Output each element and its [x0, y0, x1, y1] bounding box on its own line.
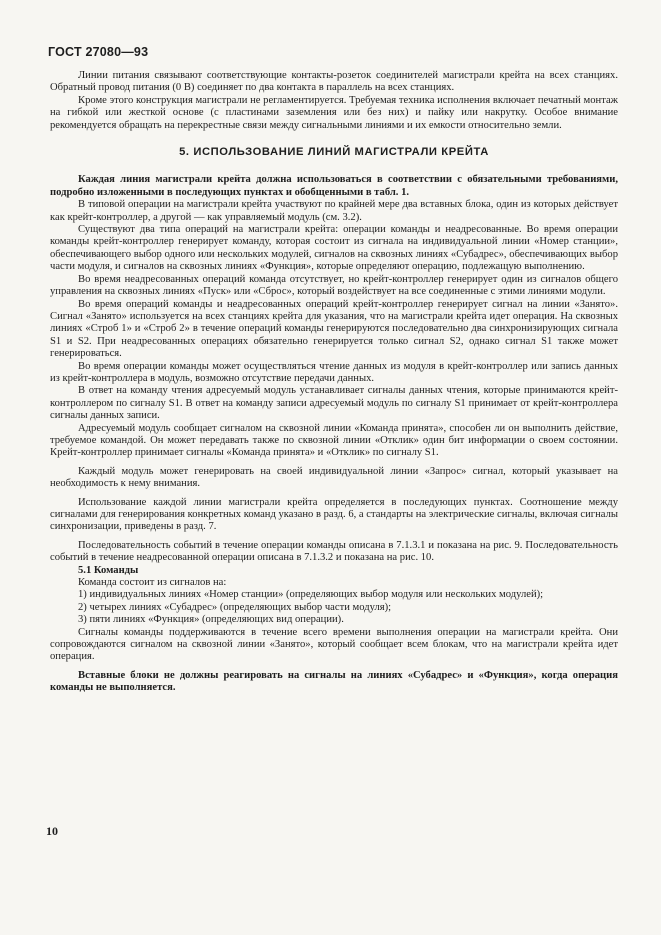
document-header: ГОСТ 27080—93	[48, 45, 149, 59]
subsection-title: 5.1 Команды	[78, 564, 139, 576]
list-item: 3) пяти линиях «Функция» (определяющих вид операции).	[78, 614, 344, 626]
list-item: 2) четырех линиях «Субадрес» (определяющих выбор части модуля);	[78, 601, 392, 613]
page-number: 10	[46, 824, 58, 838]
bold-intro-paragraph: Каждая линия магистрали крейта должна использоваться в соответствии с обязательными требованиями, подробно изложенными в последующих пунктах и обобщенными в табл. 1.	[50, 174, 618, 198]
paragraph: Команда состоит из сигналов на:	[78, 577, 227, 589]
paragraph: Линии питания связывают соответствующие контакты-розеток соединителей магистрали крейта на всех станциях. Обратный провод питания (0 В) соединяет по два контакта в параллель на всех станциях.	[50, 70, 618, 94]
paragraph: Последовательность событий в течение операции команды описана в 7.1.3.1 и показана на рис. 9. Последовательность событий в течение неадресованной операции описана в 7.1.3.2 и показана на рис. 10.	[50, 539, 618, 564]
list-item: 1) индивидуальных линиях «Номер станции» (определяющих выбор модуля или нескольких модулей);	[78, 589, 544, 601]
paragraph: Использование каждой линии магистрали крейта определяется в последующих пунктах. Соотношение между сигналами для генерирования конкретных команд указано в разд. 6, а стандарты на электрические сигналы, включая сигналы синхронизации, приведены в разд. 7.	[50, 496, 618, 533]
paragraph: Каждый модуль может генерировать на своей индивидуальной линии «Запрос» сигнал, который указывает на необходимость к нему внимания.	[50, 465, 618, 490]
document-body	[50, 70, 618, 695]
paragraph: Кроме этого конструкция магистрали не регламентируется. Требуемая техника исполнения включает печатный монтаж на гибкой или жесткой основе (с пластинами заземления или без них) и пайку или накрутку. Особое внимание рекомендуется обращать на перекрестные связи между сигнальными линиями и их емкости относительно земли.	[50, 94, 618, 131]
paragraph: В типовой операции на магистрали крейта участвуют по крайней мере два вставных блока, один из которых действует как крейт-контроллер, а другой — как управляемый модуль (см. 3.2).	[50, 199, 618, 223]
section-heading: 5. ИСПОЛЬЗОВАНИЕ ЛИНИЙ МАГИСТРАЛИ КРЕЙТА	[179, 146, 489, 159]
paragraph: Во время неадресованных операций команда отсутствует, но крейт-контроллер генерирует один из сигналов общего управления на сквозных линиях «Пуск» или «Сброс», который воздействует на все соединенные с этими линиями модули.	[50, 273, 618, 298]
paragraph: Во время операций команды и неадресованных операций крейт-контроллер генерирует сигнал на линии «Занято». Сигнал «Занято» используется на всех станциях крейта для указания, что на магистрали крейта идет операция. На сквозных линиях «Строб 1» и «Строб 2» в течение операций команды генерируются последовательно два синхронизирующих сигнала S1 и S2. При неадресованных операциях обязательно генерируется только сигнал S2, однако сигнал S1 также может генерироваться.	[50, 298, 618, 360]
paragraph: Существуют два типа операций на магистрали крейта: операции команды и неадресованные. Во время операции команды крейт-контроллер генерирует команду, которая состоит из сигнала на индивидуальной линии «Номер станции», обеспечивающего выбор одного или нескольких модулей, сигналов на сквозных линиях «Субадрес», обеспечивающих выбор части модуля, и сигналов на сквозных линиях «Функция», которые определяют операцию, подлежащую выполнению.	[50, 224, 618, 273]
bold-final-paragraph: Вставные блоки не должны реагировать на сигналы на линиях «Субадрес» и «Функция», когда операция команды не выполняется.	[50, 669, 618, 694]
paragraph: Во время операции команды может осуществляться чтение данных из модуля в крейт-контроллер или запись данных из крейт-контроллера в модуль, возможно отсутствие передачи данных.	[50, 360, 618, 384]
paragraph: В ответ на команду чтения адресуемый модуль устанавливает сигналы данных чтения, которые принимаются крейт-контроллером по сигналу S1. В ответ на команду записи адресуемый модуль по сигналу S1 принимает от крейт-контроллера сигналы данных записи.	[50, 385, 618, 422]
paragraph: Адресуемый модуль сообщает сигналом на сквозной линии «Команда принята», способен ли он выполнить действие, требуемое командой. Он может передавать также по сквозной линии «Отклик» один бит информации о своем состоянии. Крейт-контроллер принимает сигналы «Команда принята» и «Отклик» по сигналу S1.	[50, 422, 618, 459]
paragraph: Сигналы команды поддерживаются в течение всего времени выполнения операции на магистрали крейта. Они сопровождаются сигналом на сквозной линии «Занято», который сообщает всем блокам, что на магистрали крейта идет операция.	[50, 626, 618, 663]
